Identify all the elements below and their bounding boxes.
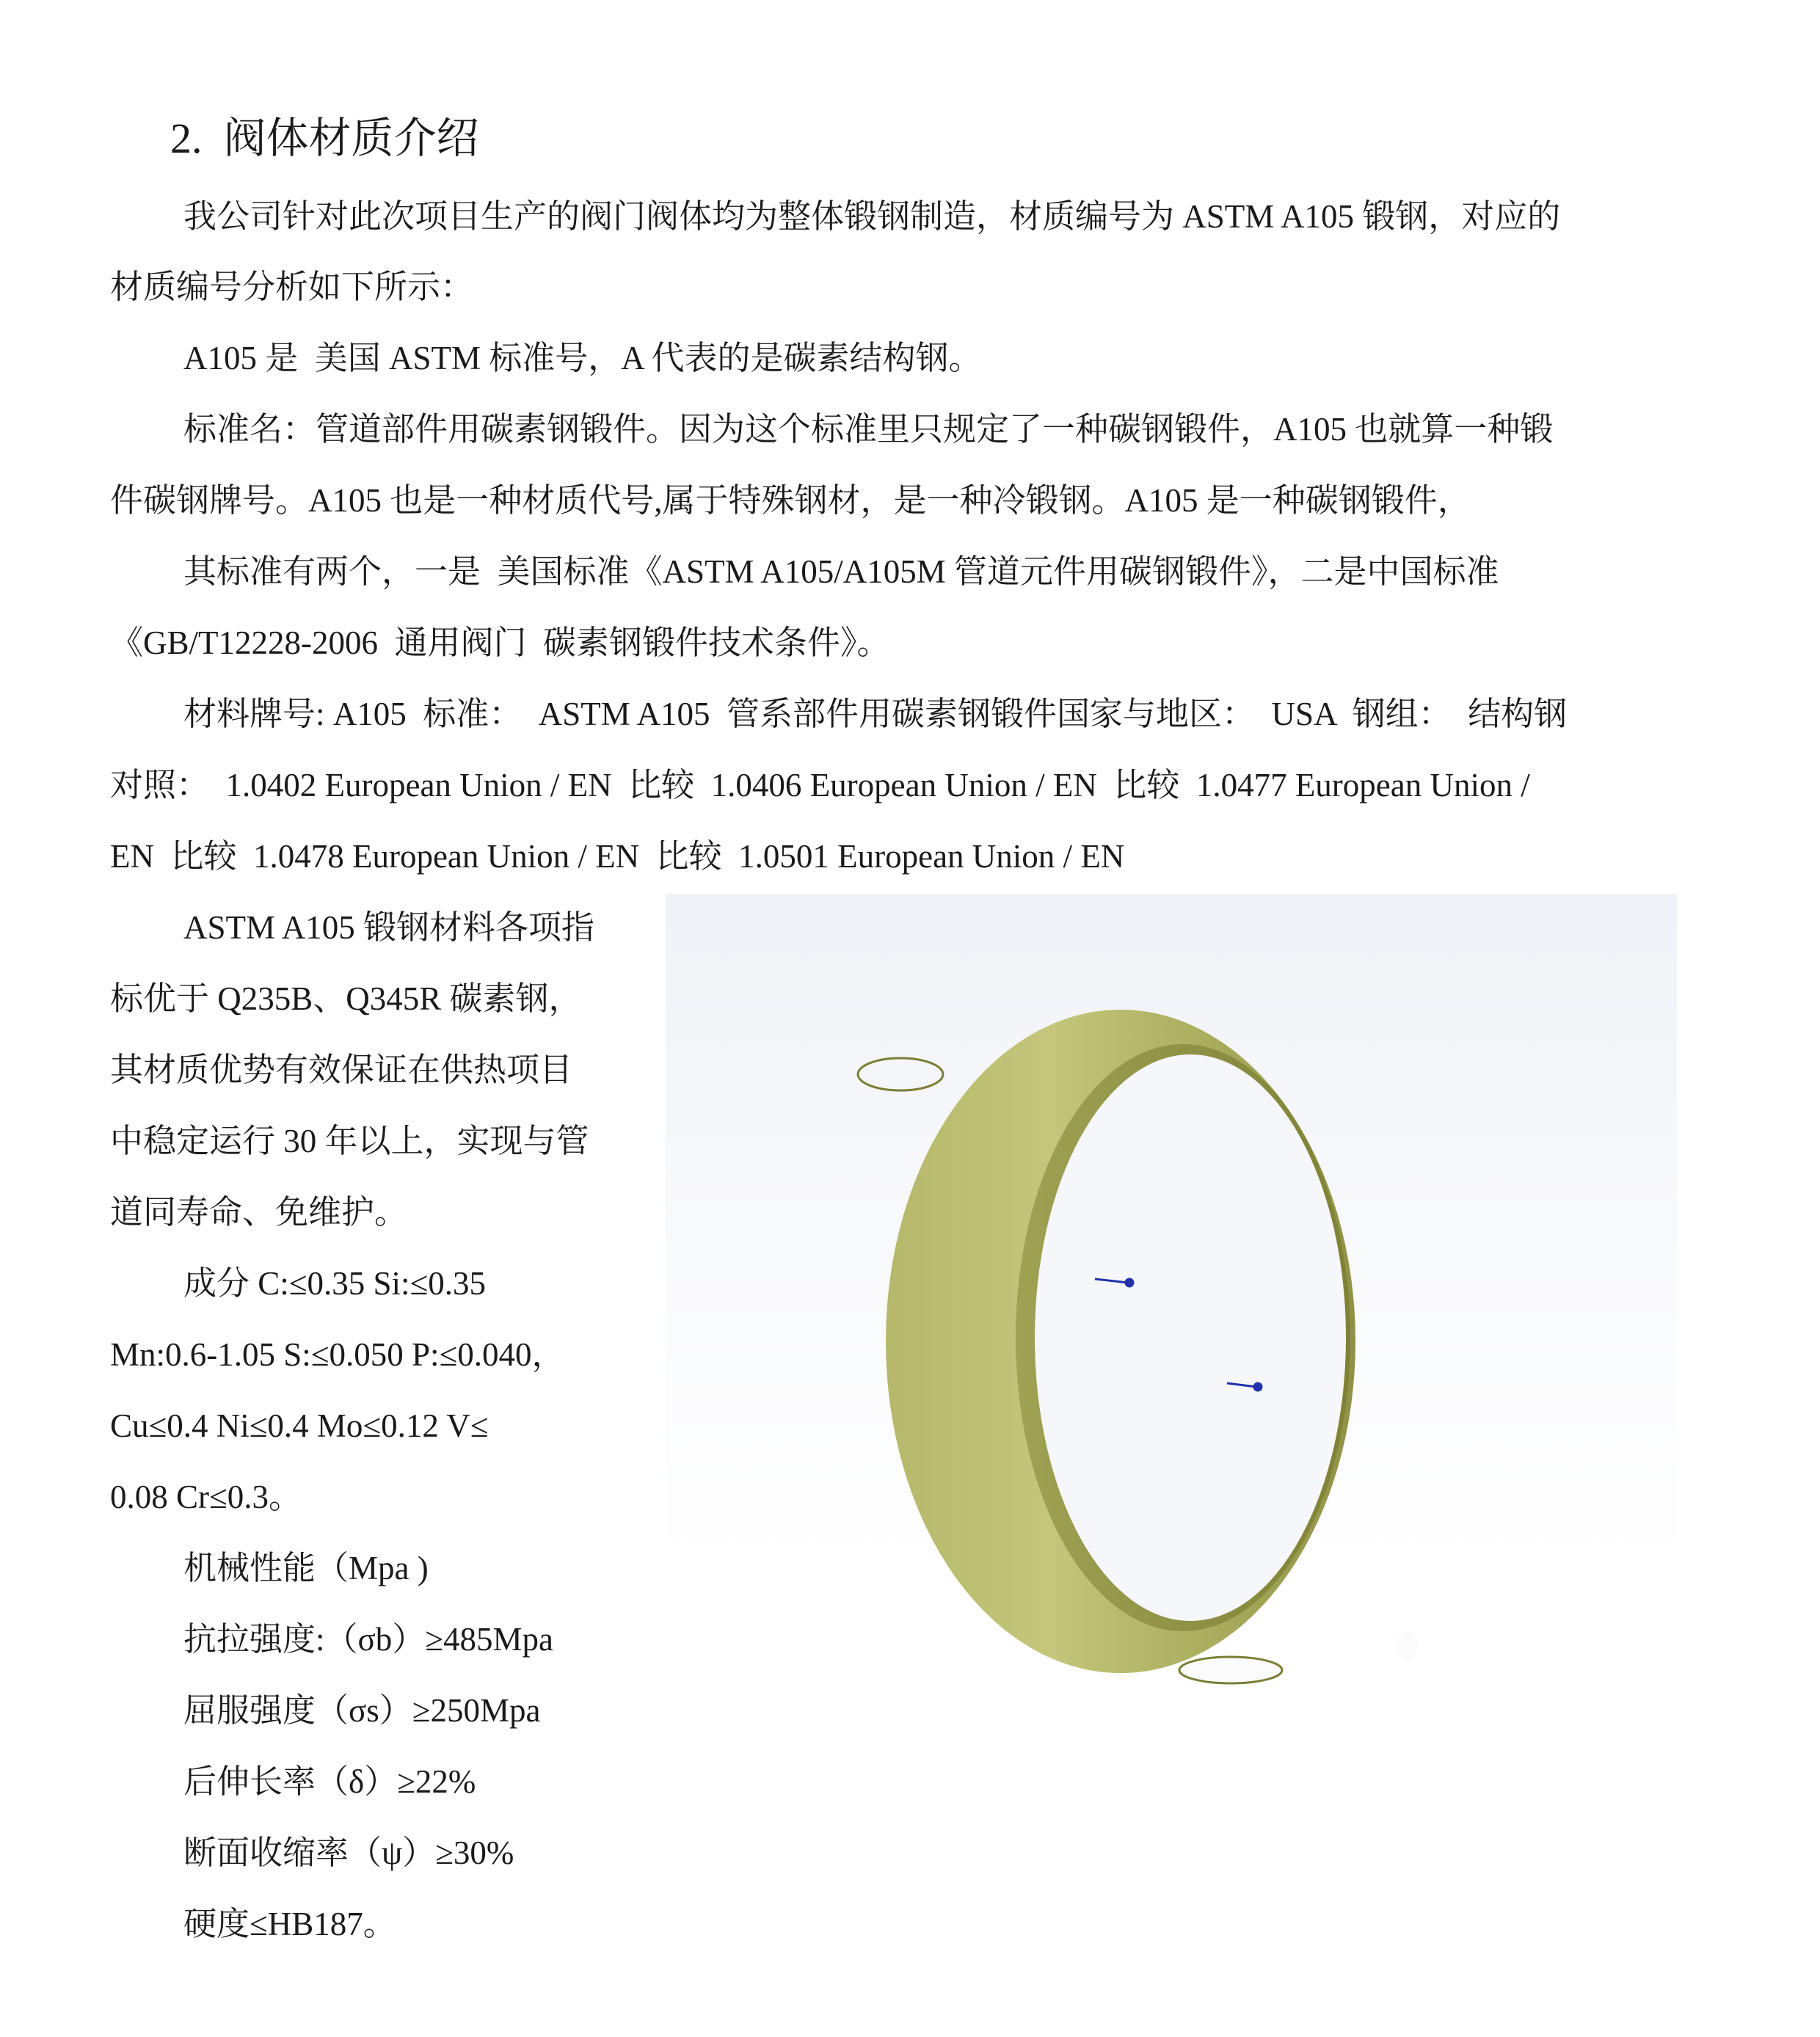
property-line: 屈服强度（σs）≥250Mpa	[183, 1692, 541, 1729]
composition-line: Cu≤0.4 Ni≤0.4 Mo≤0.12 V≤	[110, 1407, 489, 1444]
paragraph-line: 我公司针对此次项目生产的阀门阀体均为整体锻钢制造，材质编号为 ASTM A105 锻钢，对应的	[183, 198, 1561, 235]
ring-hole-bottom	[1179, 1657, 1282, 1683]
paragraph-line: 材质编号分析如下所示：	[110, 269, 474, 305]
composition-line: 0.08 Cr≤0.3。	[110, 1479, 302, 1515]
paragraph-line: 件碳钢牌号。A105 也是一种材质代号,属于特殊钢材，是一种冷锻钢。A105 是一种碳钢锻件，	[110, 482, 1471, 519]
ring-hole-top	[858, 1058, 943, 1090]
composition-line: 成分 C:≤0.35 Si:≤0.35	[183, 1265, 486, 1302]
paragraph-line: ASTM A105 锻钢材料各项指	[183, 909, 595, 946]
paragraph-line: 其材质优势有效保证在供热项目	[110, 1052, 573, 1088]
property-line: 机械性能（Mpa )	[183, 1550, 429, 1586]
ring-figure	[666, 894, 1677, 1785]
ring-illustration	[666, 894, 1677, 1785]
ring-hole-bottom-2	[1397, 1631, 1417, 1661]
paragraph-line: EN 比较 1.0478 European Union / EN 比较 1.0501 European Union / EN	[110, 838, 1125, 875]
paragraph-line: 材料牌号: A105 标准： ASTM A105 管系部件用碳素钢锻件国家与地区： USA 钢组： 结构钢	[183, 696, 1568, 732]
paragraph-line: 《GB/T12228-2006 通用阀门 碳素钢锻件技术条件》。	[110, 624, 890, 661]
ring-opening	[1035, 1054, 1346, 1621]
property-line: 硬度≤HB187。	[183, 1906, 396, 1942]
property-line: 断面收缩率（ψ）≥30%	[183, 1834, 514, 1871]
paragraph-line: 标准名：管道部件用碳素钢锻件。因为这个标准里只规定了一种碳钢锻件，A105 也就算一种锻	[183, 411, 1554, 448]
section-heading: 2. 阀体材质介绍	[170, 114, 479, 162]
paragraph-line: 对照： 1.0402 European Union / EN 比较 1.0406 European Union / EN 比较 1.0477 European Union /	[110, 767, 1530, 803]
paragraph-line: A105 是 美国 ASTM 标准号，A 代表的是碳素结构钢。	[183, 340, 982, 376]
paragraph-line: 道同寿命、免维护。	[110, 1194, 408, 1231]
paragraph-line: 其标准有两个，一是 美国标准《ASTM A105/A105M 管道元件用碳钢锻件》，二是中国标准	[183, 553, 1499, 590]
property-line: 后伸长率（δ）≥22%	[183, 1763, 476, 1800]
paragraph-line: 标优于 Q235B、Q345R 碳素钢，	[110, 980, 582, 1017]
paragraph-line: 中稳定运行 30 年以上，实现与管	[110, 1123, 589, 1159]
composition-line: Mn:0.6-1.05 S:≤0.050 P:≤0.040，	[110, 1336, 565, 1373]
property-line: 抗拉强度:（σb）≥485Mpa	[183, 1621, 553, 1658]
